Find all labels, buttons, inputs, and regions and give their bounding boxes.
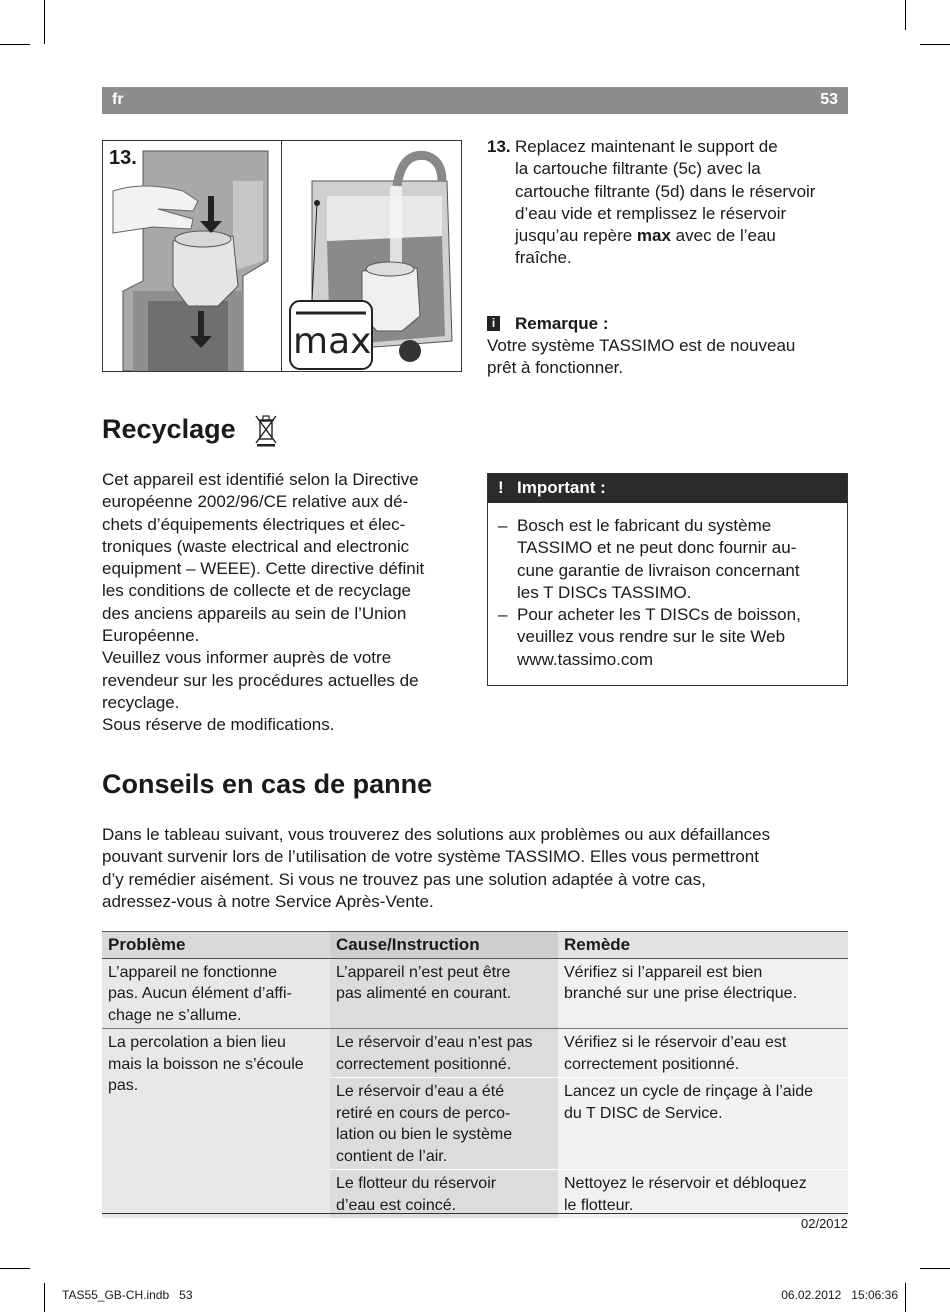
recycling-line: revendeur sur les procédures actuelles de [102, 670, 419, 690]
step-13-line: la cartouche filtrante (5c) avec la [515, 159, 761, 179]
table-row [102, 1029, 848, 1078]
step-13-line: fraîche. [515, 248, 572, 268]
footer-date: 02/2012 [801, 1216, 848, 1231]
recycling-line: troniques (waste electrical and electronic [102, 536, 410, 556]
step-13-line [515, 225, 855, 247]
remedy-cell: Vérifiez si le réservoir d’eau est correctement positionné. [558, 1029, 848, 1078]
important-list [498, 515, 843, 671]
recycling-line: Sous réserve de modifications. [102, 715, 335, 735]
recycling-line: chets d’équipements électriques et élec- [102, 514, 406, 534]
crop-mark [44, 1283, 45, 1312]
cause-cell: L’appareil n’est peut être pas alimenté en courant. [330, 958, 558, 1029]
step-13-text-post: avec de l’eau [670, 226, 776, 246]
intro-line: d’y remédier aisément. Si vous ne trouvez pas une solution adaptée à votre cas, [102, 869, 706, 889]
troubleshooting-heading: Conseils en cas de panne [102, 769, 433, 799]
max-level-label: max [293, 321, 372, 362]
important-item [498, 604, 843, 671]
crossed-out-bin-icon [254, 413, 278, 447]
page-header-bar [102, 87, 848, 114]
filter-cartridge-illustration [102, 140, 462, 372]
recycling-text [102, 469, 472, 737]
note-line: Votre système TASSIMO est de nouveau [487, 336, 796, 355]
crop-mark [905, 1283, 906, 1312]
important-title: Important : [517, 478, 606, 497]
recycling-line: Veuillez vous informer auprès de votre [102, 648, 392, 668]
remedy-cell: Lancez un cycle de rinçage à l’aide du T DISC de Service. [558, 1078, 848, 1170]
recycling-line: européenne 2002/96/CE relative aux dé- [102, 492, 409, 512]
intro-line: adressez-vous à notre Service Après-Vente. [102, 891, 434, 911]
page-number: 53 [820, 91, 838, 108]
print-slug-datetime: 06.02.2012 15:06:36 [781, 1288, 898, 1302]
important-box [487, 473, 848, 686]
figure-step-number: 13. [109, 147, 137, 169]
step-13-number: 13. [487, 137, 511, 156]
crop-mark [920, 1268, 950, 1269]
print-slug-file: TAS55_GB-CH.indb 53 [62, 1288, 193, 1302]
step-13-line: cartouche filtrante (5d) dans le réservoir [515, 181, 816, 201]
important-header [488, 474, 847, 503]
dash-bullet: – [498, 605, 508, 625]
troubleshooting-table [102, 931, 848, 1218]
max-keyword: max [636, 226, 671, 246]
dash-bullet: – [498, 516, 508, 535]
info-icon: i [487, 316, 500, 331]
crop-mark [905, 0, 906, 30]
column-header-remedy: Remède [558, 932, 848, 959]
step-13-line: d’eau vide et remplissez le réservoir [515, 203, 787, 223]
recycling-line: equipment – WEEE). Cette directive définit [102, 559, 425, 579]
cause-cell: Le flotteur du réservoir d’eau est coincé. [330, 1170, 558, 1219]
cause-cell: Le réservoir d’eau n’est pas correctement positionné. [330, 1029, 558, 1078]
step-13-text [515, 136, 855, 270]
important-line: Pour acheter les T DISCs de boisson, [517, 605, 801, 625]
table-row [102, 958, 848, 1029]
remedy-cell: Nettoyez le réservoir et débloquez le flotteur. [558, 1170, 848, 1219]
crop-mark [920, 44, 950, 45]
important-line: veuillez vous rendre sur le site Web [517, 627, 786, 647]
important-line: les T DISCs TASSIMO. [517, 582, 692, 602]
column-header-problem: Problème [102, 932, 330, 959]
footer-rule [102, 1213, 848, 1214]
intro-line: pouvant survenir lors de l’utilisation de votre système TASSIMO. Elles vous permettront [102, 847, 759, 867]
important-item [498, 515, 843, 604]
recycling-line: Cet appareil est identifié selon la Directive [102, 470, 419, 489]
cause-cell: Le réservoir d’eau a été retiré en cours de perco- lation ou bien le système contient de l’air. [330, 1078, 558, 1170]
exclamation-icon: ! [498, 478, 504, 497]
crop-mark [44, 0, 45, 44]
important-line: www.tassimo.com [517, 649, 654, 669]
important-line: Bosch est le fabricant du système [517, 516, 772, 535]
recycling-line: recyclage. [102, 692, 180, 712]
troubleshooting-intro [102, 824, 848, 913]
language-label: fr [112, 91, 124, 108]
step-13-text-pre: jusqu’au repère [515, 226, 637, 246]
problem-cell: L’appareil ne fonctionne pas. Aucun élément d’affi- chage ne s’allume. [102, 958, 330, 1029]
crop-mark [0, 1268, 30, 1269]
recycling-heading: Recyclage [102, 414, 236, 444]
note-line: prêt à fonctionner. [487, 358, 624, 378]
recycling-line: les conditions de collecte et de recyclage [102, 581, 412, 601]
crop-mark [0, 44, 30, 45]
intro-line: Dans le tableau suivant, vous trouverez des solutions aux problèmes ou aux défaillances [102, 825, 771, 844]
important-line: TASSIMO et ne peut donc fournir au- [517, 538, 797, 558]
remedy-cell: Vérifiez si l’appareil est bien branché sur une prise électrique. [558, 958, 848, 1029]
recycling-line: Européenne. [102, 626, 200, 646]
problem-cell: La percolation a bien lieu mais la boisson ne s’écoule pas. [102, 1029, 330, 1219]
important-line: cune garantie de livraison concernant [517, 560, 800, 580]
recycling-line: des anciens appareils au sein de l’Union [102, 603, 407, 623]
note-title: Remarque : [515, 314, 609, 333]
note-text [487, 335, 795, 380]
table-header-row [102, 932, 848, 959]
column-header-cause: Cause/Instruction [330, 932, 558, 959]
tank-insert-drawing [103, 141, 281, 371]
step-13-line: Replacez maintenant le support de [515, 137, 778, 156]
